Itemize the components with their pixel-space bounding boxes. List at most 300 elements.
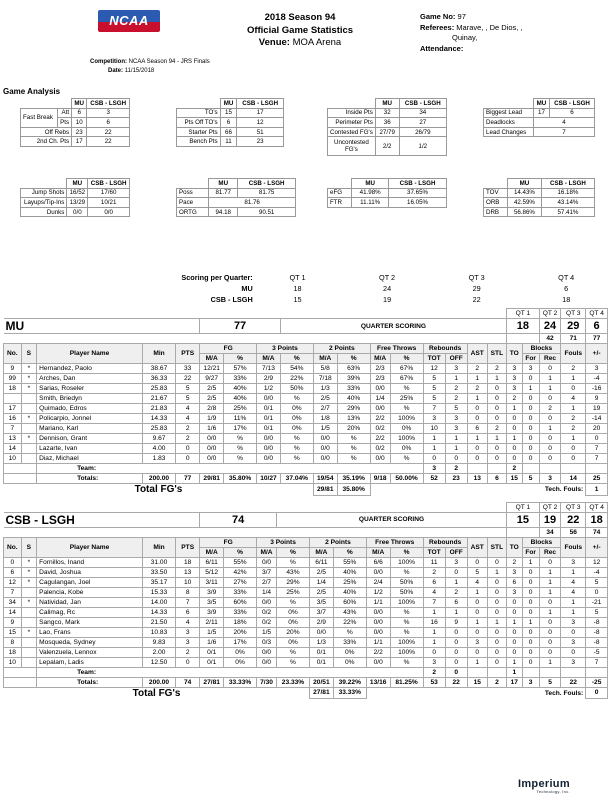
stat-label: Off Rebs: [21, 127, 72, 137]
col-csb: CSB - LSGH: [238, 179, 296, 189]
stat-cell: 2: [423, 567, 445, 577]
player-row: [4, 424, 608, 434]
stat-cell: 1: [445, 374, 467, 384]
stat-label: Perimeter Pts: [328, 118, 376, 128]
spacer: [370, 484, 506, 496]
total-fg-label: Total FG's: [132, 687, 181, 699]
venue-value: MOA Arena: [292, 37, 342, 48]
spacer: [280, 484, 313, 496]
stat-cell: 3: [586, 364, 608, 374]
stat-cell: 0: [522, 607, 539, 617]
stat-cell: 2: [561, 414, 586, 424]
stat-cell: 12: [423, 364, 445, 374]
stat-cell: 1: [507, 404, 522, 414]
stat-value: 10/21: [88, 198, 130, 208]
quarter-score: 19: [539, 512, 561, 527]
stat-value: 17: [72, 137, 87, 147]
stat-cell: 40%: [224, 384, 257, 394]
stat-cell: *: [21, 577, 36, 587]
stat-cell: 5/8: [313, 364, 337, 374]
competition-value: NCAA Season 94 - JRS Finals: [128, 59, 210, 65]
cumulative-score: 74: [586, 527, 608, 537]
stat-cell: 1: [561, 404, 586, 414]
sub-header: M/A: [200, 354, 224, 364]
player-name: Fornillos, Inand: [37, 557, 143, 567]
player-row: [4, 637, 608, 647]
stat-cell: 63%: [337, 364, 370, 374]
stat-cell: 2: [561, 364, 586, 374]
stat-cell: 1/4: [257, 587, 277, 597]
stat-cell: 1: [539, 374, 561, 384]
stat-cell: 3: [423, 464, 445, 474]
stat-cell: 67%: [390, 364, 423, 374]
totals-row: [4, 474, 608, 484]
cumulative-score: 71: [561, 334, 586, 344]
stat-cell: 1/3: [310, 637, 334, 647]
spq-value: 24: [383, 284, 392, 293]
total-fg-value: 27/81: [310, 687, 334, 699]
total-cell: 81.25%: [390, 677, 423, 687]
stat-cell: 1: [507, 657, 522, 667]
quarter-score: 22: [561, 512, 586, 527]
total-cell: 13: [467, 474, 487, 484]
col-header: Min: [142, 344, 175, 364]
referees-value: Marave, , De Dios, ,: [456, 22, 523, 32]
player-row: [4, 394, 608, 404]
stat-cell: 34: [4, 597, 22, 607]
box-score-table: [3, 502, 608, 700]
sub-header: M/A: [257, 547, 277, 557]
stat-cell: 1: [561, 607, 586, 617]
sub-header: %: [390, 354, 423, 364]
player-name: Calimag, Rc: [37, 607, 143, 617]
stat-cell: 1: [445, 607, 467, 617]
total-cell: 3: [522, 677, 539, 687]
stat-cell: -5: [586, 647, 608, 657]
stat-cell: 17%: [224, 637, 257, 647]
stat-cell: 0: [539, 414, 561, 424]
stat-cell: 0: [522, 444, 539, 454]
total-cell: -25: [586, 677, 608, 687]
stat-cell: 6: [423, 577, 445, 587]
stat-cell: 0/2: [257, 617, 277, 627]
stat-cell: 0: [467, 647, 487, 657]
stat-cell: 4: [561, 577, 586, 587]
stat-cell: 16: [4, 414, 22, 424]
stat-cell: 1/2: [257, 384, 281, 394]
stat-cell: 1/5: [313, 424, 337, 434]
total-cell: 13/16: [366, 677, 390, 687]
total-cell: 35.19%: [337, 474, 370, 484]
col-header: 3 Points: [257, 537, 310, 547]
stat-cell: -16: [586, 384, 608, 394]
col-header: No.: [4, 344, 22, 364]
stat-cell: 3/7: [257, 567, 277, 577]
empty-cell: [586, 464, 608, 474]
player-name: Sangco, Mark: [37, 617, 143, 627]
player-name: Palencia, Kobe: [37, 587, 143, 597]
stat-cell: 0: [522, 627, 539, 637]
stat-value: 42.59%: [508, 198, 542, 208]
total-cell: 15: [467, 677, 487, 687]
stat-cell: 0: [539, 394, 561, 404]
stat-value: 7: [533, 127, 594, 137]
stat-cell: 5: [467, 567, 487, 577]
total-cell: 22: [561, 677, 586, 687]
stat-cell: 20%: [224, 627, 257, 637]
stat-cell: 0/0: [257, 434, 281, 444]
stat-cell: 33%: [337, 384, 370, 394]
team-box-mu: [3, 308, 608, 496]
stat-cell: 0%: [333, 657, 366, 667]
stat-cell: 0: [539, 454, 561, 464]
stat-cell: 3: [561, 617, 586, 627]
stat-cell: 9: [586, 394, 608, 404]
stat-cell: 1: [539, 384, 561, 394]
player-name: Lao, Frans: [37, 627, 143, 637]
stat-cell: 1: [423, 434, 445, 444]
cumulative-score: 42: [539, 334, 561, 344]
sub-header: %: [333, 547, 366, 557]
stat-cell: %: [390, 617, 423, 627]
stat-cell: 1: [467, 374, 487, 384]
stat-cell: [21, 454, 36, 464]
team-score: 74: [200, 512, 277, 527]
stat-value: 6: [220, 118, 237, 128]
stat-cell: 3: [522, 364, 539, 374]
total-cell: 5: [539, 677, 561, 687]
stat-cell: 1/5: [257, 627, 277, 637]
player-row: [4, 384, 608, 394]
stat-cell: 0: [445, 627, 467, 637]
stat-cell: 0: [561, 384, 586, 394]
sub-header: M/A: [366, 547, 390, 557]
stat-cell: 1: [467, 617, 487, 627]
stat-cell: 33.50: [142, 567, 175, 577]
stat-cell: 1: [539, 587, 561, 597]
spacer: [4, 502, 507, 512]
stat-cell: 1: [487, 374, 506, 384]
stat-cell: 0/0: [370, 454, 390, 464]
stat-cell: 2/11: [200, 617, 224, 627]
stat-value: 22: [87, 137, 130, 147]
stat-cell: 1/3: [313, 384, 337, 394]
quarter-header: QT 1: [507, 309, 540, 319]
col-mu: MU: [375, 99, 399, 109]
player-name: Arches, Dan: [37, 374, 143, 384]
col-header: Free Throws: [366, 537, 423, 547]
scoring-per-quarter: [150, 272, 611, 305]
stat-value: 41.98%: [352, 188, 389, 198]
stat-cell: %: [276, 657, 309, 667]
stat-cell: 5: [586, 607, 608, 617]
sub-header: %: [390, 547, 423, 557]
stat-cell: 3: [176, 637, 200, 647]
stat-cell: 1: [522, 617, 539, 627]
stat-label: Deadlocks: [484, 118, 534, 128]
stat-cell: 1: [539, 567, 561, 577]
stat-cell: %: [390, 454, 423, 464]
stat-cell: 1: [487, 617, 506, 627]
player-row: [4, 617, 608, 627]
stat-cell: 60%: [224, 597, 257, 607]
stat-cell: 0/0: [200, 444, 224, 454]
stat-cell: 0/0: [200, 454, 224, 464]
stat-cell: 9.67: [142, 434, 175, 444]
stat-cell: 33%: [224, 374, 257, 384]
stat-label: Layups/Tip-Ins: [21, 198, 67, 208]
empty-cell: [487, 667, 506, 677]
quarter-score: 24: [539, 319, 561, 334]
stat-cell: *: [21, 414, 36, 424]
stat-cell: 1/6: [200, 424, 224, 434]
stat-cell: 0/0: [257, 657, 277, 667]
stat-label: eFG: [328, 188, 352, 198]
stat-cell: 0%: [280, 414, 313, 424]
stat-label: Biggest Lead: [484, 108, 534, 118]
total-fg-value: 33.33%: [333, 687, 366, 699]
player-row: [4, 577, 608, 587]
spq-value: 6: [564, 284, 569, 293]
stat-cell: 43%: [333, 607, 366, 617]
stat-value: 27/79: [375, 127, 399, 137]
stat-cell: 0: [467, 597, 487, 607]
stat-cell: -21: [586, 597, 608, 607]
stat-cell: 0: [522, 434, 539, 444]
stat-cell: 0: [561, 647, 586, 657]
total-cell: 200.00: [142, 677, 175, 687]
stat-cell: 4: [176, 414, 200, 424]
stat-cell: 0: [445, 657, 467, 667]
stat-cell: %: [224, 444, 257, 454]
stat-cell: 3/9: [200, 587, 224, 597]
stat-cell: 0: [522, 404, 539, 414]
quarter-score: 18: [507, 319, 540, 334]
stat-cell: 22%: [280, 374, 313, 384]
stat-label: TOV: [484, 188, 508, 198]
total-fg-value: 35.80%: [337, 484, 370, 496]
stat-cell: 11: [423, 557, 445, 567]
stat-cell: 5: [176, 394, 200, 404]
stat-cell: 2/5: [200, 384, 224, 394]
empty-cell: [507, 527, 540, 537]
stat-cell: 2: [467, 384, 487, 394]
empty-cell: [507, 334, 540, 344]
stat-cell: 2/3: [370, 364, 390, 374]
stat-cell: 20%: [337, 424, 370, 434]
stat-cell: 0: [487, 394, 506, 404]
stat-cell: *: [21, 364, 36, 374]
stat-value: 17: [237, 108, 284, 118]
stat-cell: 0: [487, 454, 506, 464]
stat-cell: %: [224, 454, 257, 464]
stat-cell: 5/12: [200, 567, 224, 577]
stat-cell: 1: [522, 384, 539, 394]
stat-cell: 1: [423, 627, 445, 637]
stat-cell: 1: [467, 587, 487, 597]
stat-cell: %: [333, 627, 366, 637]
venue-line: [210, 37, 390, 48]
stat-cell: 0: [539, 444, 561, 454]
quarter-score: 6: [586, 319, 608, 334]
stat-cell: 1: [467, 394, 487, 404]
stat-cell: 0%: [333, 647, 366, 657]
stat-cell: 17%: [224, 424, 257, 434]
stat-cell: 2: [487, 424, 506, 434]
stat-cell: 10: [423, 424, 445, 434]
stat-cell: 0%: [390, 424, 423, 434]
stat-value: 0/0: [67, 207, 88, 217]
quarter-score: 15: [507, 512, 540, 527]
col-header: Rebounds: [423, 537, 467, 547]
spacer: [4, 484, 37, 496]
stat-cell: 0/1: [200, 647, 224, 657]
stat-label: Pace: [177, 198, 209, 208]
stat-cell: 0: [507, 444, 522, 454]
stat-cell: 3: [561, 637, 586, 647]
stat-cell: 0: [176, 444, 200, 454]
stat-value: 0/0: [88, 207, 130, 217]
col-header: Fouls: [561, 537, 586, 557]
stat-cell: %: [280, 454, 313, 464]
stat-cell: 1: [423, 637, 445, 647]
stat-cell: 0%: [224, 657, 257, 667]
stat-value: 81.75: [238, 188, 296, 198]
cumulative-score: 34: [539, 527, 561, 537]
stat-cell: 0%: [390, 444, 423, 454]
stat-value: 56.86%: [508, 207, 542, 217]
quarter-header: QT 4: [586, 309, 608, 319]
stat-cell: 1: [467, 434, 487, 444]
player-row: [4, 374, 608, 384]
stat-cell: 0: [467, 607, 487, 617]
col-header: Rebounds: [423, 344, 467, 354]
turnover-table: [176, 98, 284, 147]
spq-value: 18: [562, 295, 571, 304]
stat-cell: %: [280, 394, 313, 404]
col-csb: CSB - LSGH: [399, 99, 446, 109]
stat-value: 6: [87, 118, 130, 128]
stat-cell: *: [21, 627, 36, 637]
stat-cell: 2/2: [370, 414, 390, 424]
stat-value: 81.76: [209, 198, 296, 208]
date-label: Date:: [108, 68, 124, 74]
stat-cell: 1: [507, 617, 522, 627]
spq-team: CSB - LSGH: [210, 295, 253, 304]
stat-cell: 0: [487, 444, 506, 454]
total-cell: 35.80%: [224, 474, 257, 484]
stat-cell: 1: [561, 597, 586, 607]
stat-cell: 40%: [337, 394, 370, 404]
empty-cell: [467, 667, 487, 677]
referees-line: [420, 23, 523, 34]
stat-cell: 0: [467, 414, 487, 424]
stat-cell: 15: [4, 627, 22, 637]
spq-value: 22: [472, 295, 481, 304]
document-title: Official Game Statistics: [246, 25, 354, 36]
tech-fouls-label: Tech. Fouls:: [544, 689, 584, 697]
quarter-score: 18: [586, 512, 608, 527]
stat-cell: 2/2: [370, 434, 390, 444]
player-row: [4, 597, 608, 607]
stat-label: Inside Pts: [328, 108, 376, 118]
stat-cell: 2: [445, 464, 467, 474]
col-header: 2 Points: [313, 344, 370, 354]
stat-cell: 0: [507, 607, 522, 617]
stat-cell: [4, 394, 22, 404]
stat-cell: 1/1: [366, 597, 390, 607]
stat-cell: 25.83: [142, 384, 175, 394]
total-fg-row: [4, 687, 608, 699]
stat-cell: 0/2: [370, 444, 390, 454]
stat-cell: *: [21, 567, 36, 577]
date-value: 11/15/2018: [124, 68, 155, 74]
col-header: AST: [467, 344, 487, 364]
stat-cell: 2: [507, 464, 522, 474]
season-title: 2018 Season 94: [264, 12, 336, 23]
stat-value: 22: [87, 127, 130, 137]
quarter-scoring-label: QUARTER SCORING: [276, 512, 506, 527]
stat-cell: -14: [586, 414, 608, 424]
stat-cell: 33: [176, 364, 200, 374]
stat-cell: 3: [445, 424, 467, 434]
spq-team: MU: [241, 284, 253, 293]
total-cell: 7/30: [257, 677, 277, 687]
quarter-header: QT 3: [561, 309, 586, 319]
stat-cell: -8: [586, 627, 608, 637]
game-no-value: 97: [457, 12, 466, 21]
stat-value: 51: [237, 127, 284, 137]
tech-fouls-label: Tech. Fouls:: [544, 486, 584, 493]
stat-cell: 0: [539, 557, 561, 567]
col-csb: CSB - LSGH: [88, 179, 130, 189]
stat-cell: 0: [507, 597, 522, 607]
ncaa-logo: NCAA: [98, 10, 160, 32]
stat-cell: 0: [467, 627, 487, 637]
stat-cell: 9.83: [142, 637, 175, 647]
stat-cell: 35.17: [142, 577, 175, 587]
total-cell: 15: [507, 474, 522, 484]
team-row: [4, 667, 608, 677]
stat-cell: 1/1: [366, 637, 390, 647]
stat-cell: 18: [176, 557, 200, 567]
stat-cell: 0/0: [200, 434, 224, 444]
stat-cell: 1/6: [200, 637, 224, 647]
col-mu: MU: [352, 179, 389, 189]
brand-tagline: Technology, Inc.: [536, 789, 570, 794]
stat-cell: 12.50: [142, 657, 175, 667]
shot-type-table: [20, 178, 130, 217]
attendance-label: Attendance:: [420, 43, 464, 53]
stat-cell: 7/18: [313, 374, 337, 384]
stat-cell: %: [276, 597, 309, 607]
stat-cell: 8: [4, 637, 22, 647]
stat-cell: 100%: [390, 414, 423, 424]
stat-cell: 33%: [224, 587, 257, 597]
stat-cell: 5: [423, 384, 445, 394]
stat-cell: 0%: [276, 637, 309, 647]
stat-cell: 0: [507, 414, 522, 424]
stat-cell: 1: [507, 434, 522, 444]
stat-cell: 1: [539, 577, 561, 587]
stat-cell: 6: [445, 597, 467, 607]
stat-value: 13/29: [67, 198, 88, 208]
total-cell: 27/81: [200, 677, 224, 687]
player-name: Hernandez, Paolo: [37, 364, 143, 374]
stat-cell: 7: [586, 454, 608, 464]
col-mu: MU: [72, 99, 87, 109]
stat-cell: 0: [522, 577, 539, 587]
